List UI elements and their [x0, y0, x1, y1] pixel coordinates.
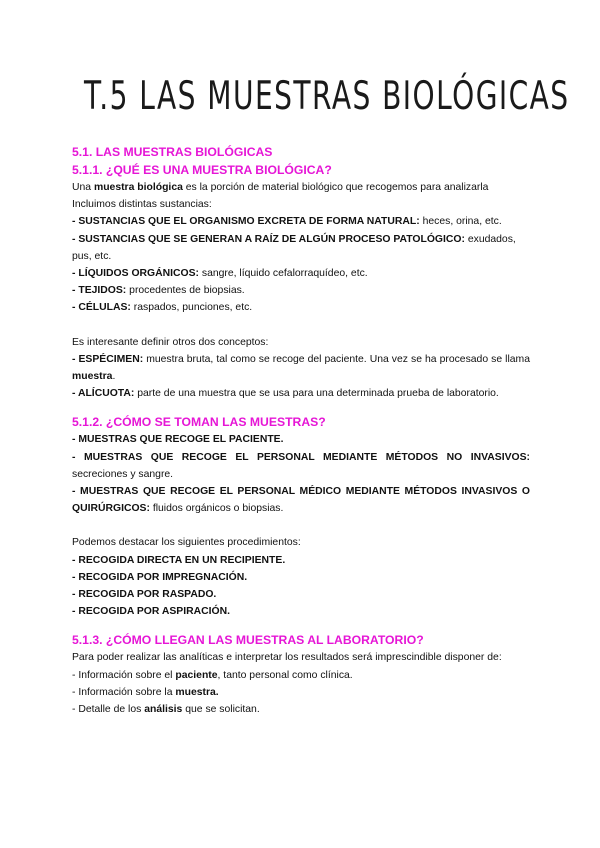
section-heading-5-1-2: 5.1.2. ¿CÓMO SE TOMAN LAS MUESTRAS? — [72, 415, 326, 430]
section-heading-5-1-3: 5.1.3. ¿CÓMO LLEGAN LAS MUESTRAS AL LABORATORIO? — [72, 633, 424, 648]
list-item — [72, 701, 530, 718]
procedure-label: - RECOGIDA DIRECTA EN UN RECIPIENTE. — [72, 554, 286, 566]
substances-intro: Incluimos distintas sustancias: — [72, 199, 212, 211]
document-title: T.5 LAS MUESTRAS BIOLÓGICAS — [83, 74, 570, 119]
list-item-text: que se solicitan. — [182, 704, 260, 716]
procedure-item — [72, 552, 530, 569]
list-item-text: fluidos orgánicos o biopsias. — [149, 503, 284, 515]
spacer — [72, 517, 530, 534]
section-heading-5-1-1: 5.1.1. ¿QUÉ ES UNA MUESTRA BIOLÓGICA? — [72, 163, 332, 177]
bold-term: paciente — [175, 669, 218, 681]
procedure-label: - RECOGIDA POR IMPREGNACIÓN. — [72, 571, 248, 583]
list-item-text: raspados, punciones, etc. — [130, 302, 253, 314]
procedure-item — [72, 586, 530, 603]
concept-text: . — [112, 371, 116, 383]
concept-text: parte de una muestra que se usa para una determinada prueba de laboratorio. — [134, 388, 499, 400]
list-item — [72, 449, 530, 483]
list-item-text: procedentes de biopsias. — [126, 285, 245, 297]
section-heading-5-1: 5.1. LAS MUESTRAS BIOLÓGICAS — [72, 145, 273, 159]
list-item-text: heces, orina, etc. — [419, 216, 502, 228]
spacer — [72, 317, 530, 334]
list-item — [72, 213, 530, 230]
text-span: es la porción de material biológico que recogemos para analizarla — [182, 182, 489, 193]
list-item-text: , tanto personal como clínica. — [217, 669, 353, 681]
definition-paragraph — [72, 179, 530, 196]
list-item — [72, 684, 530, 701]
list-item-text: - Información sobre la — [72, 686, 176, 698]
bold-term: muestra — [72, 371, 113, 383]
concept-text: muestra bruta, tal como se recoge del paciente. Una vez se ha procesado se llama — [143, 353, 530, 365]
list-item — [72, 299, 530, 316]
list-item-label: - SUSTANCIAS QUE EL ORGANISMO EXCRETA DE FORMA NATURAL: — [72, 216, 420, 228]
procedures-intro: Podemos destacar los siguientes procedimientos: — [72, 537, 301, 549]
concepts-intro: Es interesante definir otros dos conceptos: — [72, 336, 269, 348]
list-item-label: - MUESTRAS QUE RECOGE EL PACIENTE. — [72, 434, 284, 446]
procedure-label: - RECOGIDA POR RASPADO. — [72, 589, 217, 601]
list-item — [72, 667, 530, 684]
list-item — [72, 431, 530, 448]
requirements-intro: Para poder realizar las analíticas e interpretar los resultados será imprescindible disponer de: — [72, 652, 502, 664]
list-item-text: - Detalle de los — [72, 704, 145, 716]
list-item-label: - MUESTRAS QUE RECOGE EL PERSONAL MEDIANTE MÉTODOS NO INVASIVOS: — [72, 451, 530, 463]
concept-label: - ALÍCUOTA: — [72, 388, 135, 400]
list-item-label: - TEJIDOS: — [72, 285, 127, 297]
list-item-label: - CÉLULAS: — [72, 302, 131, 314]
text-span: Una — [72, 182, 94, 193]
bold-term: análisis — [144, 704, 183, 716]
procedure-item — [72, 569, 530, 586]
list-item-label: - LÍQUIDOS ORGÁNICOS: — [72, 268, 199, 280]
list-item-text: - Información sobre el — [72, 669, 176, 681]
list-item — [72, 231, 530, 265]
list-item — [72, 282, 530, 299]
spacer — [72, 402, 530, 413]
concept-label: - ESPÉCIMEN: — [72, 353, 144, 365]
list-item-text: secreciones y sangre. — [72, 468, 174, 480]
procedure-item — [72, 603, 530, 620]
list-item — [72, 483, 530, 517]
concept-item — [72, 351, 530, 385]
document-body — [72, 143, 530, 718]
list-item-text: sangre, líquido cefalorraquídeo, etc. — [199, 268, 368, 280]
list-item-label: - SUSTANCIAS QUE SE GENERAN A RAÍZ DE ALGÚN PROCESO PATOLÓGICO: — [72, 233, 465, 245]
list-item-text: exudados, pus, etc. — [72, 233, 516, 262]
bold-term: muestra biológica — [93, 182, 183, 193]
bold-term: muestra. — [175, 686, 219, 698]
spacer — [72, 620, 530, 631]
concept-item — [72, 385, 530, 402]
list-item-label: - MUESTRAS QUE RECOGE EL PERSONAL MÉDICO MEDIANTE MÉTODOS INVASIVOS O QUIRÚRGICOS: — [72, 486, 530, 515]
procedure-label: - RECOGIDA POR ASPIRACIÓN. — [72, 606, 230, 618]
list-item — [72, 265, 530, 282]
